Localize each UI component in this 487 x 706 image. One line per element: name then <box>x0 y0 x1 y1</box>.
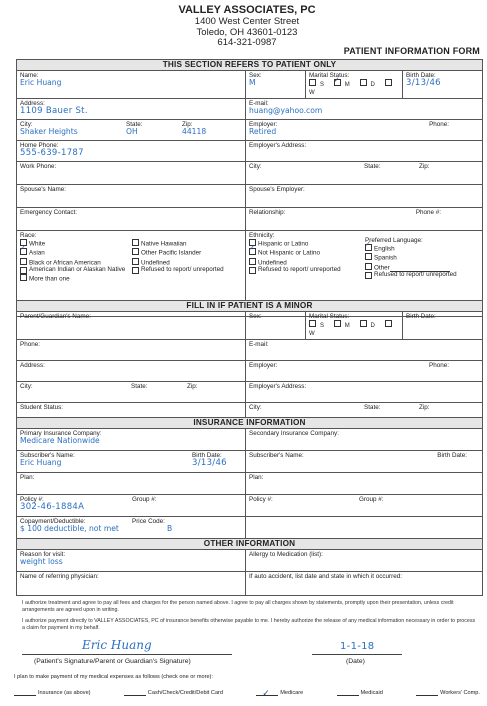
patient-marital-field[interactable]: Marital Status: S ✓ M D W <box>306 71 403 99</box>
patient-email-field[interactable]: E-mail: huang@yahoo.com <box>246 98 483 119</box>
guardian-marital-w-checkbox[interactable] <box>385 320 392 327</box>
form-title: PATIENT INFORMATION FORM <box>343 46 480 56</box>
insurance-section-title: INSURANCE INFORMATION <box>17 418 483 429</box>
practice-address-line1: 1400 West Center Street <box>194 15 300 27</box>
primary-plan-field[interactable]: Plan: <box>17 473 246 495</box>
authorization-text-2: I authorize payment directly to VALLEY ASSOCIATES, PC of insurance benefits otherwise payable to me. I hereby authorize the release of any medical information necessary in order to process a claim for payment in my behalf. <box>22 618 476 632</box>
language-spanish-checkbox[interactable] <box>365 253 372 260</box>
student-status-field[interactable]: Student Status: <box>17 402 246 423</box>
insurance-section <box>16 417 483 539</box>
spouse-name-field[interactable]: Spouse's Name: <box>17 184 246 207</box>
ethnicity-language-field: Ethnicity: Hispanic or Latino ✓Not Hispanic or Latino Undefined Refused to report/ unreported Preferred Language: ✓English Spanish Other Refused to report/ unreported <box>246 230 483 316</box>
relationship-field[interactable]: Relationship: Phone #: <box>246 207 483 230</box>
language-english-checkbox[interactable] <box>365 244 372 251</box>
language-refused-checkbox[interactable] <box>365 272 372 279</box>
patient-section-title: THIS SECTION REFERS TO PATIENT ONLY <box>17 60 483 71</box>
practice-name: VALLEY ASSOCIATES, PC <box>178 4 316 16</box>
marital-d-checkbox[interactable] <box>360 79 367 86</box>
payment-medicaid-option[interactable]: Medicaid <box>337 690 383 696</box>
guardian-phone-field[interactable]: Phone: <box>17 339 246 360</box>
guardian-employer-field[interactable]: Employer: Phone: <box>246 360 483 381</box>
form-header <box>12 4 482 49</box>
patient-employer-address-field[interactable]: Employer's Address: <box>246 140 483 161</box>
patient-birthdate-field[interactable]: Birth Date: 3/13/46 <box>403 71 483 99</box>
emergency-contact-field[interactable]: Emergency Contact: <box>17 207 246 230</box>
spouse-employer-field[interactable]: Spouse's Employer: <box>246 184 483 207</box>
guardian-marital-s-checkbox[interactable] <box>309 320 316 327</box>
race-asian-checkbox[interactable] <box>20 248 27 255</box>
payment-workers-comp-option[interactable]: Workers' Comp. <box>416 690 480 696</box>
race-pacific-islander-checkbox[interactable] <box>132 248 139 255</box>
race-field: Race: White ✓Asian Black or African American American Indian or Alaskan Native More than one Native Hawaiian Other Pacific Islander Undefined Refused to report/ unreported <box>17 230 246 316</box>
insurance-empty-cell <box>246 517 483 539</box>
signature-date[interactable]: 1-1-18 <box>340 641 375 652</box>
patient-home-phone-field[interactable]: Home Phone: 555-639-1787 <box>17 140 246 161</box>
guardian-employer-city-state-zip[interactable]: City: State: Zip: <box>246 402 483 423</box>
minor-section <box>16 300 483 424</box>
signature-label: (Patient's Signature/Parent or Guardian's Signature) <box>34 658 191 665</box>
patient-city-state-zip[interactable]: City: State: Zip: Shaker Heights OH 44118 <box>17 119 246 140</box>
patient-address-field[interactable]: Address: 1109 Bauer St. <box>17 98 246 119</box>
language-other-checkbox[interactable] <box>365 263 372 270</box>
payment-cash-option[interactable]: Cash/Check/Credit/Debit Card <box>124 690 223 696</box>
guardian-birthdate-field[interactable]: Birth Date: <box>403 312 483 340</box>
minor-section-title: FILL IN IF PATIENT IS A MINOR <box>17 301 483 312</box>
race-more-than-one-checkbox[interactable] <box>20 274 27 281</box>
race-undefined-checkbox[interactable] <box>132 258 139 265</box>
guardian-employer-address-field[interactable]: Employer's Address: <box>246 381 483 402</box>
guardian-marital-m-checkbox[interactable] <box>334 320 341 327</box>
guardian-email-field[interactable]: E-mail: <box>246 339 483 360</box>
employer-city-state-zip[interactable]: City: State: Zip: <box>246 161 483 184</box>
copay-field[interactable]: Copayment/Deductible: Price Code: $ 100 deductible, not met B <box>17 517 246 539</box>
patient-sex-field[interactable]: Sex: M <box>246 71 306 99</box>
race-american-indian-checkbox[interactable] <box>20 267 27 274</box>
secondary-policy-field[interactable]: Policy #: Group #: <box>246 495 483 517</box>
race-refused-checkbox[interactable] <box>132 267 139 274</box>
secondary-insurance-field[interactable]: Secondary Insurance Company: <box>246 429 483 451</box>
reason-for-visit-field[interactable]: Reason for visit: weight loss <box>17 550 246 572</box>
patient-name-value: Eric Huang <box>20 78 62 88</box>
primary-subscriber-field[interactable]: Subscriber's Name: Birth Date: Eric Huang 3/13/46 <box>17 451 246 473</box>
guardian-marital-field[interactable]: Marital Status: S M D W <box>306 312 403 340</box>
guardian-sex-field[interactable]: Sex: <box>246 312 306 340</box>
patient-information-form <box>12 2 482 704</box>
payment-medicare-option[interactable]: ✓ Medicare <box>256 690 303 696</box>
patient-employer-field[interactable]: Employer: Phone: Retired <box>246 119 483 140</box>
ethnicity-undefined-checkbox[interactable] <box>249 258 256 265</box>
patient-name-field[interactable]: Name: Eric Huang <box>17 71 246 99</box>
practice-address-line2: Toledo, OH 43601-0123 <box>196 26 298 38</box>
secondary-plan-field[interactable]: Plan: <box>246 473 483 495</box>
marital-m-checkbox[interactable] <box>334 79 341 86</box>
date-line <box>312 654 402 655</box>
signature-line <box>22 654 232 655</box>
practice-phone: 614-321-0987 <box>217 37 277 49</box>
race-native-hawaiian-checkbox[interactable] <box>132 239 139 246</box>
guardian-marital-d-checkbox[interactable] <box>360 320 367 327</box>
guardian-city-state-zip[interactable]: City: State: Zip: <box>17 381 246 402</box>
primary-insurance-field[interactable]: Primary Insurance Company: Medicare Nationwide <box>17 429 246 451</box>
primary-policy-field[interactable]: Policy #: Group #: 302-46-1884A <box>17 495 246 517</box>
marital-s-checkbox[interactable] <box>309 79 316 86</box>
auto-accident-field[interactable]: If auto accident, list date and state in which it occurred: <box>246 572 483 596</box>
other-section <box>16 538 483 596</box>
payment-insurance-option[interactable]: Insurance (as above) <box>14 690 91 696</box>
referring-physician-field[interactable]: Name of referring physician: <box>17 572 246 596</box>
marital-w-checkbox[interactable] <box>385 79 392 86</box>
ethnicity-not-hispanic-checkbox[interactable] <box>249 248 256 255</box>
authorization-text-1: I authorize treatment and agree to pay all fees and charges for the person named above. I agree to pay all charges shown by statements, promptly upon their presentation, unless credit arrangements are agreed upon in writing. <box>22 600 454 614</box>
patient-section <box>16 59 483 317</box>
date-label: (Date) <box>346 658 365 665</box>
race-black-checkbox[interactable] <box>20 258 27 265</box>
guardian-name-field[interactable]: Parent/Guardian's Name: <box>17 312 246 340</box>
patient-work-phone-field[interactable]: Work Phone: <box>17 161 246 184</box>
patient-signature[interactable]: Eric Huang <box>82 638 152 652</box>
guardian-address-field[interactable]: Address: <box>17 360 246 381</box>
language-other-line[interactable] <box>390 271 450 272</box>
payment-options <box>14 690 480 696</box>
allergy-field[interactable]: Allergy to Medication (list): <box>246 550 483 572</box>
medicare-check-icon <box>256 695 278 696</box>
secondary-subscriber-field[interactable]: Subscriber's Name: Birth Date: <box>246 451 483 473</box>
other-section-title: OTHER INFORMATION <box>17 539 483 550</box>
payment-intro: I plan to make payment of my medical expenses as follows (check one or more): <box>14 674 213 680</box>
ethnicity-refused-checkbox[interactable] <box>249 267 256 274</box>
